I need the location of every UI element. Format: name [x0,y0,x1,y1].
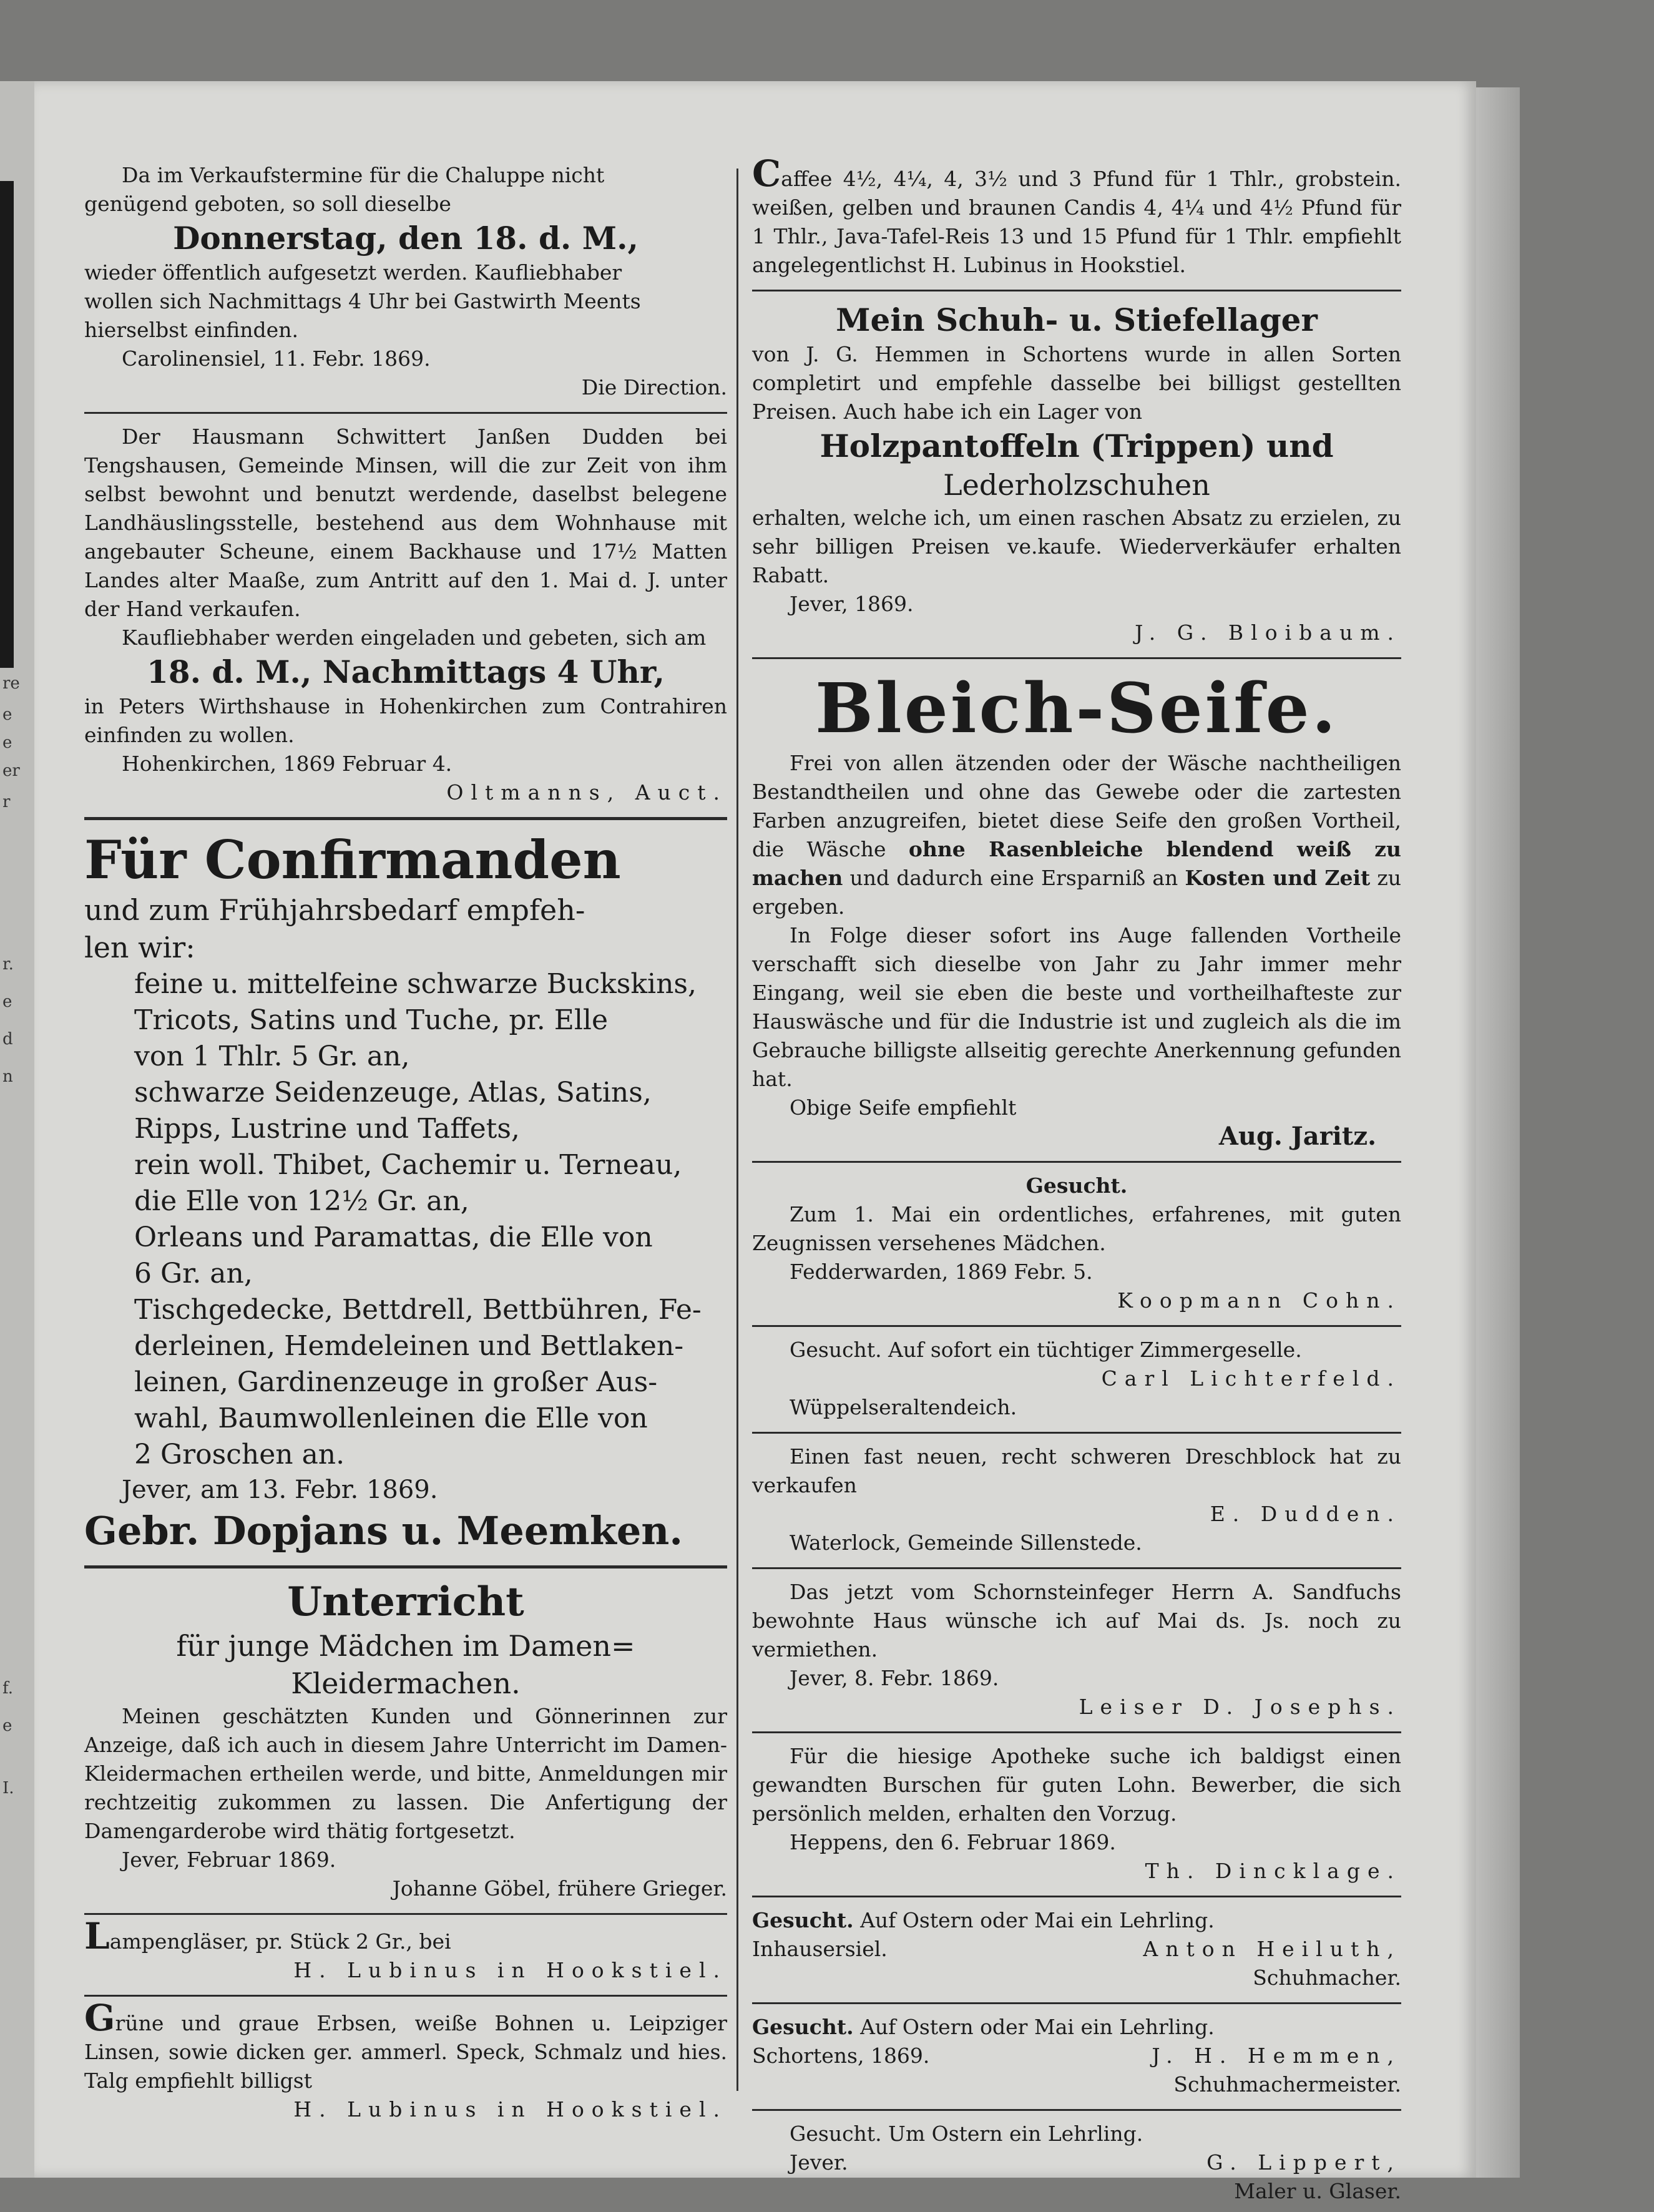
ad-headline: Mein Schuh- u. Stiefellager [836,301,1318,338]
ad-signature: E. Dudden. [1210,1502,1401,1526]
ad-text: zu ergeben. [752,866,1401,919]
ad-separator [84,817,727,820]
ad-item: Orleans und Paramattas, die Elle von [134,1221,653,1253]
ad-text: Für die hiesige Apotheke suche ich baldigst einen gewandten Burschen für guten Lohn. Bewerber, die sich persönlich melden, erhalten den Vorzug. [752,1744,1401,1826]
ad-gesucht-zimmergeselle [752,1331,1401,1428]
margin-fragment: I. [2,1779,14,1798]
ad-item: Ripps, Lustrine und Taffets, [134,1113,520,1145]
ad-text-bold: ohne Rasenbleiche blendend weiß zu machen [752,837,1401,890]
ad-apotheke [752,1737,1401,1892]
ad-text: affee 4½, 4¼, 4, 3½ und 3 Pfund für 1 Thlr., grobstein. weißen, gelben und braunen Candis 4, 4¼ und 4½ Pfund für 1 Thlr., Java-Tafel-Reis 13 und 15 Pfund für 1 Thlr. empfiehlt angelegentlichst H. Lubinus in Hookstiel. [752,167,1401,277]
newspaper-page [34,81,1476,2203]
ad-text: Auf Ostern oder Mai ein Lehrling. [860,1908,1215,1932]
ad-text: wieder öffentlich aufgesetzt werden. Kaufliebhaber [84,260,622,285]
ad-lehrling-inhausersiel [752,1901,1401,1999]
ad-signature: G. Lippert, [1206,2150,1401,2175]
ad-item: von 1 Thlr. 5 Gr. an, [134,1040,410,1072]
ad-subheadline: und zum Frühjahrsbedarf empfeh- [84,893,585,927]
ad-separator [752,1896,1401,1897]
ad-date-headline: 18. d. M., Nachmittags 4 Uhr, [147,653,665,690]
ad-item: Tricots, Satins und Tuche, pr. Elle [134,1004,608,1036]
ad-text: Gesucht. Um Ostern ein Lehrling. [790,2121,1143,2146]
ad-text: Der Hausmann Schwittert Janßen Dudden bei Tengshausen, Gemeinde Minsen, will die zur Zeit von ihm selbst bewohnt und benutzt werdende, daselbst belegene Landhäuslingsstelle, bestehend aus dem Wohnhause mit angebauter Scheune, einem Backhause und 17½ Matten Landes alter Maaße, zum Antritt auf den 1. Mai d. J. unter der Hand verkaufen. [84,424,727,621]
ad-place-date: Fedderwarden, 1869 Febr. 5. [790,1260,1093,1284]
ad-text: und dadurch eine Ersparniß an [843,866,1185,890]
left-column [84,156,727,2130]
ad-text: Kaufliebhaber werden eingeladen und gebeten, sich am [122,625,707,650]
margin-fragment: e [2,992,12,1011]
ad-text: Das jetzt vom Schornsteinfeger Herrn A. Sandfuchs bewohnte Haus wünsche ich auf Mai ds. Js. noch zu vermiethen. [752,1580,1401,1661]
ad-item: schwarze Seidenzeuge, Atlas, Satins, [134,1077,652,1108]
ad-bleich-seife [752,663,1401,1157]
ad-item: die Elle von 12½ Gr. an, [134,1185,469,1217]
ad-text: Zum 1. Mai ein ordentliches, erfahrenes, mit guten Zeugnissen versehenes Mädchen. [752,1202,1401,1255]
ad-subheadline: für junge Mädchen im Damen= [176,1629,635,1663]
ad-headline: Gesucht. [1025,1173,1128,1198]
ad-signature: J. G. Bloibaum. [1135,620,1401,645]
ad-lehrling-schortens [752,2008,1401,2105]
ad-text: erhalten, welche ich, um einen raschen Absatz zu erzielen, zu sehr billigen Preisen ve.kaufe. Wiederverkäufer erhalten Rabatt. [752,506,1401,587]
ad-label: Gesucht. [752,1908,854,1932]
ad-dreschblock [752,1437,1401,1564]
margin-fragment: d [2,1030,13,1049]
ad-text: Obige Seife empfiehlt [790,1095,1017,1120]
ad-item: leinen, Gardinenzeuge in großer Aus- [134,1366,658,1398]
ad-place-date: Hohenkirchen, 1869 Februar 4. [122,751,453,776]
ad-gesucht-maedchen [752,1167,1401,1321]
drop-cap: L [84,1915,110,1957]
margin-fragment: e [2,1716,12,1735]
ad-signature: Gebr. Dopjans u. Meemken. [84,1508,683,1554]
ad-place: Schortens, 1869. [752,2043,930,2068]
ad-place: Inhausersiel. [752,1937,888,1961]
drop-cap: G [84,1997,115,2039]
ad-signature: H. Lubinus in Hookstiel. [293,1958,727,1982]
adjacent-page-edge [0,81,34,2178]
column-divider [736,169,738,2091]
ad-signature: Carl Lichterfeld. [1101,1366,1401,1391]
ad-item: 2 Groschen an. [134,1439,345,1471]
ad-separator [84,1995,727,1997]
ad-item: Tischgedecke, Bettdrell, Bettbühren, Fe- [134,1294,702,1326]
ad-schuhlager [752,295,1401,653]
ad-headline: Bleich-Seife. [815,668,1338,748]
ad-erbsen [84,1997,727,2130]
ad-separator [752,2002,1401,2004]
margin-fragment: e [2,733,12,752]
ad-separator [752,2109,1401,2111]
ad-place-date: Jever, Februar 1869. [122,1847,336,1872]
ad-separator [752,1731,1401,1733]
margin-fragment: n [2,1067,13,1086]
ad-separator [752,1161,1401,1163]
ad-place: Waterlock, Gemeinde Sillenstede. [790,1530,1142,1555]
ad-headline: Für Confirmanden [84,829,621,891]
ad-text: Da im Verkaufstermine für die Chaluppe nicht [122,163,605,187]
ad-separator [752,1325,1401,1327]
ad-signature-title: Schuhmacher. [1253,1965,1401,1990]
ad-label: Gesucht. [752,2015,854,2039]
margin-fragment: e [2,705,12,724]
ad-signature-title: Schuhmachermeister. [1173,2072,1401,2097]
ad-item: feine u. mittelfeine schwarze Buckskins, [134,968,697,1000]
ad-text: in Peters Wirthshause in Hohenkirchen zum Contrahiren einfinden zu wollen. [84,694,727,747]
ad-place-date: Jever, 8. Febr. 1869. [790,1666,999,1690]
ad-place: Jever. [790,2150,848,2175]
margin-fragment: re [2,674,20,693]
ad-text: Meinen geschätzten Kunden und Gönnerinnen zur Anzeige, daß ich auch in diesem Jahre Unterricht im Damen-Kleidermachen ertheilen werde, und bitte, Anmeldungen mir rechtzeitig zukommen zu lassen. Die Anfertigung der Damengarderobe wird thätig fortgesetzt. [84,1704,727,1843]
ad-text: Gesucht. Auf sofort ein tüchtiger Zimmergeselle. [790,1338,1302,1362]
ad-separator [752,1567,1401,1569]
ad-text: genügend geboten, so soll dieselbe [84,192,451,216]
ad-text: ampengläser, pr. Stück 2 Gr., bei [109,1929,451,1954]
ad-item: wahl, Baumwollenleinen die Elle von [134,1402,648,1434]
ad-signature-title: Maler u. Glaser. [1234,2179,1401,2203]
ad-text: Einen fast neuen, recht schweren Dreschblock hat zu verkaufen [752,1444,1401,1497]
ad-text: Frei von allen ätzenden oder der Wäsche nachtheiligen Bestandtheilen und ohne das Gewebe oder die zartesten Farben anzugreifen, bietet diese Seife den großen Vortheil, die Wäsche [752,751,1401,861]
ad-text-bold: Kosten und Zeit [1185,866,1371,890]
ad-unterricht [84,1572,727,1909]
book-fore-edge [1476,87,1520,2178]
ad-signature: J. H. Hemmen, [1152,2043,1401,2068]
ad-place-date: Heppens, den 6. Februar 1869. [790,1830,1116,1854]
ad-signature: Aug. Jaritz. [1218,1122,1376,1151]
ad-place-date: Jever, am 13. Febr. 1869. [122,1475,438,1504]
ad-separator [752,657,1401,659]
ad-subheadline: Kleidermachen. [291,1666,521,1700]
ad-signature: Oltmanns, Auct. [446,780,727,805]
ad-text: In Folge dieser sofort ins Auge fallenden Vortheile verschafft sich dieselbe von Jahr zu Jahr immer mehr Eingang, weil sie eben die beste und vortheilhafteste zur Hauswäsche und für die Industrie ist und zugleich als die im Gebrauche billigste allseitig gerechte Anerkennung gefunden hat. [752,923,1401,1091]
ad-auction-chaluppe [84,156,727,408]
right-column [752,152,1401,2212]
ad-headline: Unterricht [287,1578,524,1625]
ad-text: wollen sich Nachmittags 4 Uhr bei Gastwirth Meents [84,289,641,313]
ad-separator [84,1913,727,1915]
margin-fragment: r. [2,955,14,974]
ad-signature: Th. Dincklage. [1145,1859,1401,1883]
ad-signature: Johanne Göbel, frühere Grieger. [392,1876,727,1901]
ad-separator [752,1432,1401,1434]
ad-signature: Leiser D. Josephs. [1079,1695,1401,1719]
ad-separator [84,1565,727,1568]
ad-text: rüne und graue Erbsen, weiße Bohnen u. Leipziger Linsen, sowie dicken ger. ammerl. Speck, Schmalz und hies. Talg empfiehlt billigst [84,2011,727,2093]
ad-headline: Holzpantoffeln (Trippen) und [820,428,1334,464]
margin-fragment: f. [2,1679,13,1698]
ad-place: Wüppelseraltendeich. [790,1395,1017,1419]
ad-text: von J. G. Hemmen in Schortens wurde in allen Sorten completirt und empfehle dasselbe bei billigst gestellten Preisen. Auch habe ich ein Lager von [752,342,1401,424]
ad-subheadline: Lederholzschuhen [943,468,1210,502]
ad-signature: Die Direction. [581,375,727,399]
ad-item: rein woll. Thibet, Cachemir u. Terneau, [134,1149,682,1181]
margin-fragment: r [2,793,11,811]
ad-kaffee [752,152,1401,286]
margin-fragment: er [2,761,20,780]
ad-subheadline: len wir: [84,931,195,964]
ad-lampenglaeser [84,1915,727,1991]
ad-signature: H. Lubinus in Hookstiel. [293,2097,727,2121]
ad-separator [84,412,727,414]
ad-place-date: Jever, 1869. [790,592,914,616]
ad-lehrling-jever [752,2115,1401,2212]
ad-item: 6 Gr. an, [134,1258,253,1290]
ad-item: derleinen, Hemdeleinen und Bettlaken- [134,1330,684,1362]
ad-signature: Koopmann Cohn. [1117,1288,1401,1313]
ad-text: Auf Ostern oder Mai ein Lehrling. [860,2015,1215,2039]
ad-signature: Anton Heiluth, [1143,1937,1401,1961]
drop-cap: C [752,152,781,195]
ad-text: hierselbst einfinden. [84,318,298,342]
adjacent-page-dark-border [0,181,14,668]
ad-confirmanden [84,824,727,1562]
ad-date-headline: Donnerstag, den 18. d. M., [173,220,639,257]
ad-property-sale [84,418,727,813]
ad-separator [752,290,1401,291]
ad-haus-vermiethen [752,1573,1401,1728]
ad-place-date: Carolinensiel, 11. Febr. 1869. [122,346,431,371]
